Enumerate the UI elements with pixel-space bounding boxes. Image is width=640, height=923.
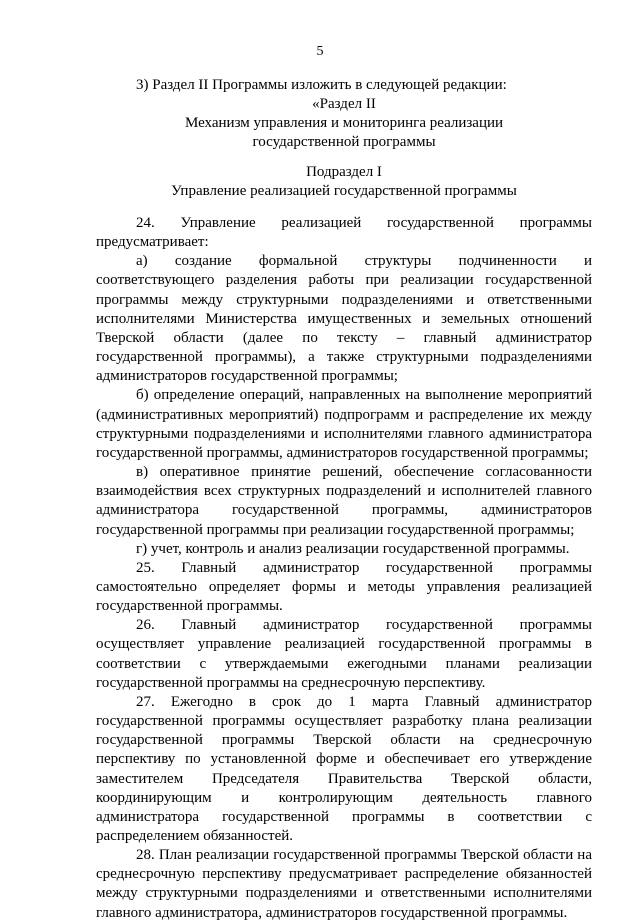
paragraph-24-b: б) определение операций, направленных на выполнение мероприятий (административных мероприятий) подпрограмм и распределение их между структурными подразделениями и исполнителями главного администратора государственной программы, администраторов государственной программы;	[96, 387, 592, 461]
paragraph-28: 28. План реализации государственной программы Тверской области на среднесрочную перспективу предусматривает распределение обязанностей между структурными подразделениями и ответственными исполнителями главного администратора, администраторов государственной программы.	[96, 847, 592, 921]
page-number: 5	[316, 44, 324, 59]
document-body	[96, 214, 592, 923]
subsection-label: Подраздел I	[306, 164, 382, 180]
section-label: «Раздел II	[312, 96, 376, 112]
heading-lead: 3) Раздел II Программы изложить в следующей редакции:	[136, 77, 507, 93]
paragraph-27: 27. Ежегодно в срок до 1 марта Главный администратор государственной программы осуществляет разработку плана реализации государственной программы Тверской области на среднесрочную перспективу по установленной форме и обеспечивает его утверждение заместителем Председателя Правительства Тверской области, координирующим и контролирующим деятельность главного администратора государственной программы в соответствии с распределением обязанностей.	[96, 693, 592, 844]
paragraph-24-d: г) учет, контроль и анализ реализации государственной программы.	[136, 540, 570, 557]
section-title-line-1: Механизм управления и мониторинга реализации	[184, 115, 504, 131]
section-title-line-2: государственной программы	[252, 134, 436, 150]
paragraph-24-c: в) оперативное принятие решений, обеспечение согласованности взаимодействия всех структурных подразделений и исполнителей главного администратора государственной программы, администраторов государственной программы при реализации государственной программы;	[96, 464, 592, 538]
subsection-title: Управление реализацией государственной программы	[171, 183, 517, 199]
subsection-heading	[96, 163, 592, 201]
paragraph-24: 24. Управление реализацией государственной программы предусматривает:	[96, 215, 592, 251]
section-heading	[96, 76, 592, 152]
paragraph-24-a: а) создание формальной структуры подчиненности и соответствующего разделения работы при реализации государственной программы между структурными подразделениями и ответственными исполнителями Министерства имущественных и земельных отношений Тверской области (далее по тексту – главный администратор государственной программы), а также структурными подразделениями администраторов государственной программы;	[96, 253, 592, 385]
paragraph-26: 26. Главный администратор государственной программы осуществляет управление реализацией государственной программы в соответствии с утверждаемыми ежегодными планами реализации государственной программы на среднесрочную перспективу.	[96, 617, 592, 691]
paragraph-25: 25. Главный администратор государственной программы самостоятельно определяет формы и методы управления реализацией государственной программы.	[96, 559, 592, 615]
